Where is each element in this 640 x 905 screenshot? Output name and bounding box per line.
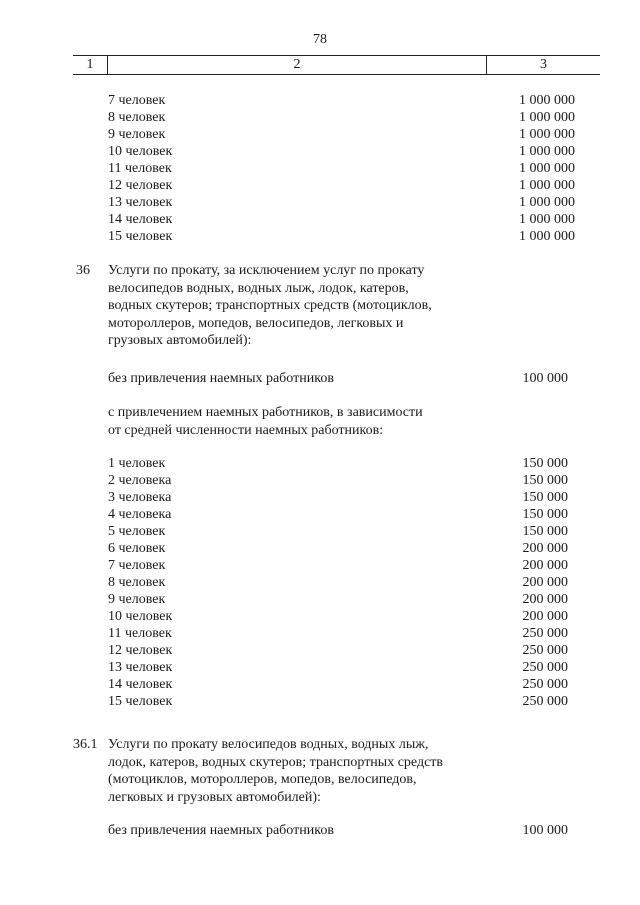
title-line: легковых и грузовых автомобилей): (108, 789, 321, 805)
row-label: 9 человек (108, 127, 166, 142)
row-label: 7 человек (108, 558, 166, 573)
row-amount: 200 000 (522, 558, 568, 573)
table-row (108, 194, 575, 211)
table-row (108, 489, 575, 506)
row-amount: 1 000 000 (519, 229, 575, 244)
row-amount: 1 000 000 (519, 110, 575, 125)
table-row (108, 143, 575, 160)
row-label: 3 человека (108, 490, 172, 505)
row-amount: 250 000 (522, 660, 568, 675)
row-amount: 200 000 (522, 609, 568, 624)
row-label: 9 человек (108, 592, 166, 607)
table-row (108, 676, 575, 693)
row-amount: 100 000 (522, 371, 568, 386)
header-col-2: 2 (107, 56, 487, 74)
title-line: грузовых автомобилей): (108, 333, 252, 348)
row-amount: 1 000 000 (519, 144, 575, 159)
row-amount: 100 000 (522, 823, 568, 838)
row-amount: 200 000 (522, 575, 568, 590)
table-row (108, 228, 575, 245)
row-amount: 250 000 (522, 626, 568, 641)
row-label: 10 человек (108, 144, 173, 159)
table-row (108, 608, 575, 625)
title-line: (мотоциклов, мотороллеров, мопедов, велосипедов, (108, 772, 417, 787)
table-row (108, 625, 575, 642)
row-label: 12 человек (108, 178, 173, 193)
table-row (108, 211, 575, 228)
row-label: 2 человека (108, 473, 172, 488)
title-line: Услуги по прокату, за исключением услуг по прокату (108, 263, 425, 278)
row-label: 15 человек (108, 694, 173, 709)
row-label: 14 человек (108, 677, 173, 692)
row-amount: 250 000 (522, 677, 568, 692)
row-amount: 200 000 (522, 592, 568, 607)
title-line: водных скутеров; транспортных средств (мотоциклов, (108, 298, 432, 313)
row-label: 4 человека (108, 507, 172, 522)
row-amount: 250 000 (522, 643, 568, 658)
item-title (108, 262, 488, 350)
table-row (108, 92, 575, 109)
row-label: 6 человек (108, 541, 166, 556)
row-label: 5 человек (108, 524, 166, 539)
row-label: 15 человек (108, 229, 173, 244)
table-row (108, 160, 575, 177)
page-number: 78 (313, 32, 327, 47)
row-label: 13 человек (108, 660, 173, 675)
table-row (108, 693, 575, 710)
item-number: 36 (76, 263, 90, 278)
title-line: велосипедов водных, водных лыж, лодок, катеров, (108, 280, 409, 296)
row-label: 1 человек (108, 456, 166, 471)
row-label: 10 человек (108, 609, 173, 624)
row-label: 12 человек (108, 643, 173, 658)
row-amount: 200 000 (522, 541, 568, 556)
row-amount: 150 000 (522, 473, 568, 488)
table-row (108, 557, 575, 574)
table-row (108, 177, 575, 194)
table-row (108, 523, 575, 540)
row-label: 7 человек (108, 93, 166, 108)
row-amount: 250 000 (522, 694, 568, 709)
row-amount: 1 000 000 (519, 127, 575, 142)
row-label: 8 человек (108, 110, 166, 125)
row-amount: 1 000 000 (519, 93, 575, 108)
row-label: 14 человек (108, 212, 173, 227)
row-label: 11 человек (108, 161, 172, 176)
table-row (108, 591, 575, 608)
row-amount: 1 000 000 (519, 212, 575, 227)
row-label: 8 человек (108, 575, 166, 590)
subtitle-line: с привлечением наемных работников, в зависимости (108, 405, 423, 420)
row-amount: 150 000 (522, 524, 568, 539)
table-row (108, 126, 575, 143)
row-amount: 1 000 000 (519, 161, 575, 176)
row-label: без привлечения наемных работников (108, 371, 334, 386)
table-row (108, 574, 575, 591)
item-subtitle (108, 404, 488, 439)
row-amount: 1 000 000 (519, 195, 575, 210)
table-row (108, 540, 575, 557)
title-line: Услуги по прокату велосипедов водных, водных лыж, (108, 737, 429, 752)
table-row (108, 506, 575, 523)
title-line: лодок, катеров, водных скутеров; транспортных средств (108, 754, 444, 770)
row-label: без привлечения наемных работников (108, 823, 334, 838)
header-col-3: 3 (540, 57, 547, 72)
row-amount: 1 000 000 (519, 178, 575, 193)
subtitle-line: от средней численности наемных работников: (108, 422, 384, 438)
table-row (108, 109, 575, 126)
row-amount: 150 000 (522, 507, 568, 522)
header-col-1: 1 (86, 57, 94, 72)
table-row (108, 455, 575, 472)
item-title (108, 736, 508, 806)
table-row (108, 642, 575, 659)
row-amount: 150 000 (522, 490, 568, 505)
table-row (108, 659, 575, 676)
row-label: 13 человек (108, 195, 173, 210)
row-label: 11 человек (108, 626, 172, 641)
item-number: 36.1 (73, 737, 98, 752)
table-row (108, 822, 575, 839)
title-line: мотороллеров, мопедов, велосипедов, легковых и (108, 315, 404, 331)
table-row (108, 370, 575, 387)
row-amount: 150 000 (522, 456, 568, 471)
table-row (108, 472, 575, 489)
